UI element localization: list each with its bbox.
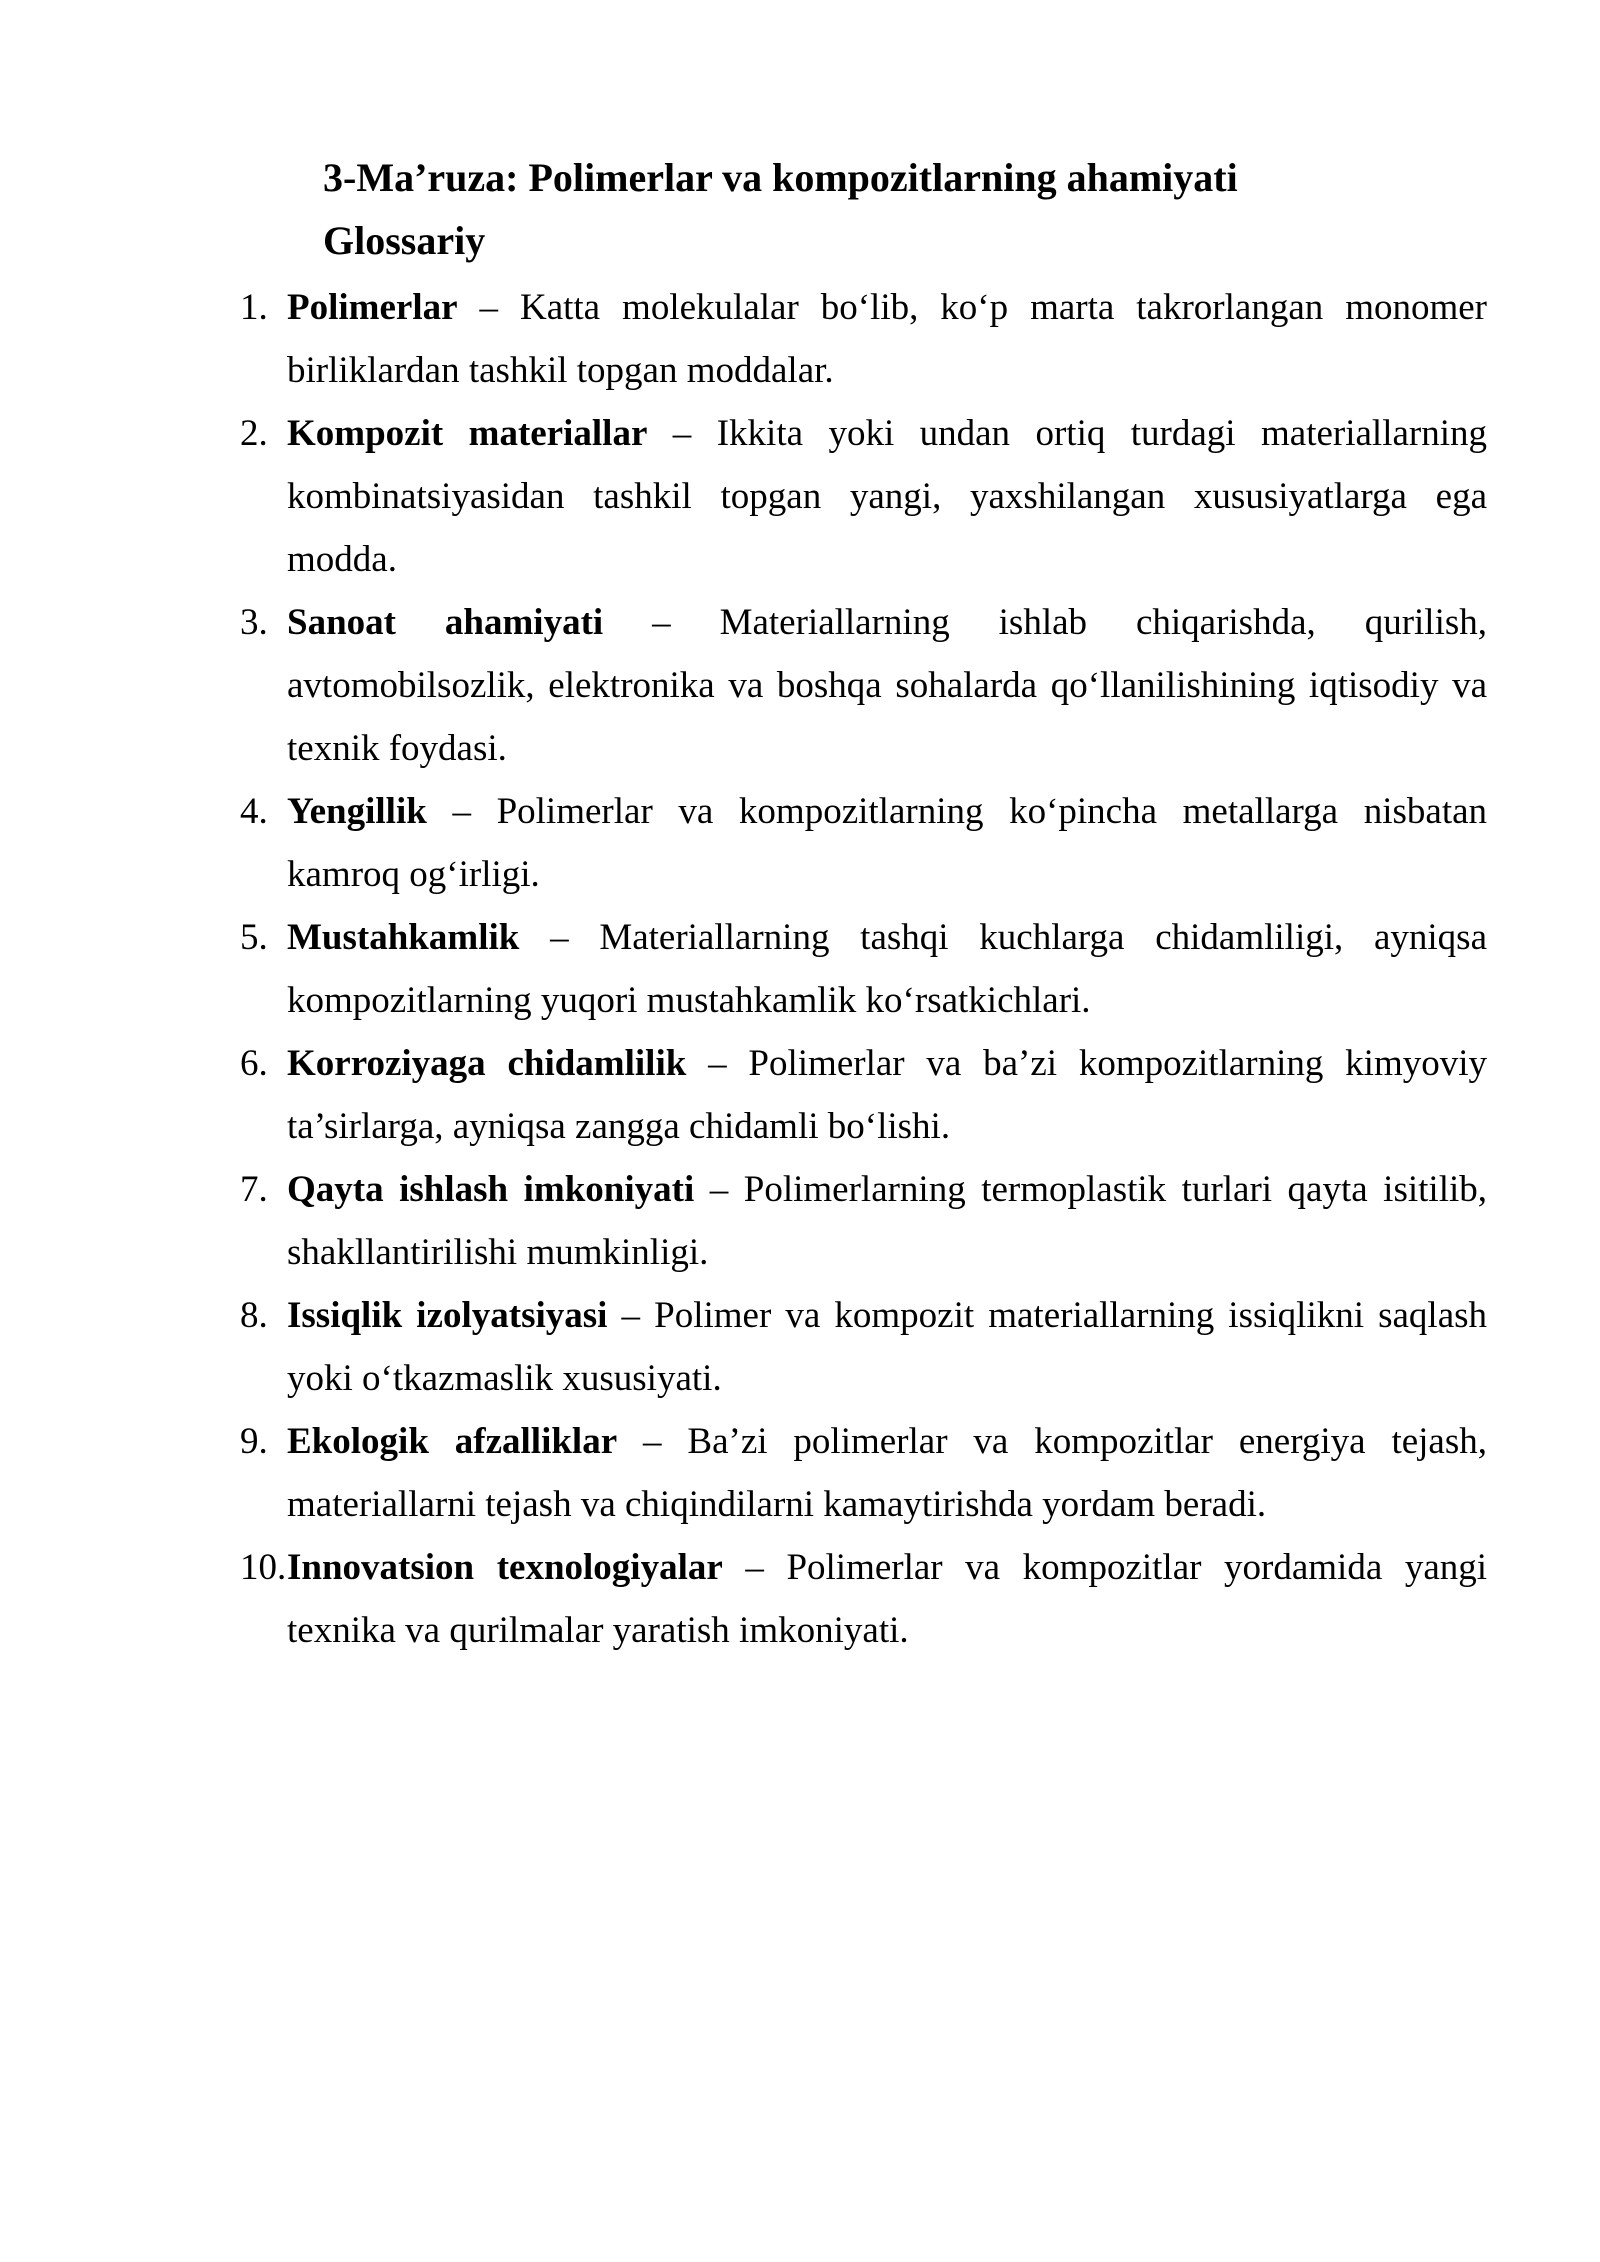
glossary-item xyxy=(240,906,1487,1032)
item-separator: – xyxy=(550,917,569,958)
item-term: Ekologik afzalliklar xyxy=(287,1421,618,1462)
glossary-item xyxy=(240,402,1487,591)
glossary-item xyxy=(240,1158,1487,1284)
item-definition: Ikkita yoki undan ortiq turdagi materiallarning kombinatsiyasidan tashkil topgan yangi, yaxshilangan xususiyatlarga ega modda. xyxy=(287,413,1488,580)
glossary-list xyxy=(240,276,1487,1662)
item-separator: – xyxy=(452,791,471,832)
item-separator: – xyxy=(643,1421,662,1462)
item-number: 7. xyxy=(240,1169,268,1210)
item-term: Mustahkamlik xyxy=(287,917,520,958)
item-separator: – xyxy=(745,1547,764,1588)
item-definition: Ba’zi polimerlar va kompozitlar energiya tejash, materiallarni tejash va chiqindilarni kamaytirishda yordam beradi. xyxy=(287,1421,1488,1525)
glossary-item xyxy=(240,780,1487,906)
item-definition: Polimerlarning termoplastik turlari qayta isitilib, shakllantirilishi mumkinligi. xyxy=(287,1169,1488,1273)
item-term: Polimerlar xyxy=(287,287,458,328)
item-term: Innovatsion texnologiyalar xyxy=(287,1547,723,1588)
item-term: Kompozit materiallar xyxy=(287,413,648,454)
item-separator: – xyxy=(621,1295,641,1336)
item-definition: Materiallarning ishlab chiqarishda, qurilish, avtomobilsozlik, elektronika va boshqa sohalarda qoʻllanilishining iqtisodiy va texnik foydasi. xyxy=(287,602,1487,769)
glossary-item xyxy=(240,1410,1487,1536)
item-number: 8. xyxy=(240,1295,268,1336)
glossary-item xyxy=(240,591,1487,780)
item-definition: Katta molekulalar boʻlib, koʻp marta takrorlangan monomer birliklardan tashkil topgan moddalar. xyxy=(287,287,1488,391)
item-definition: Polimerlar va ba’zi kompozitlarning kimyoviy ta’sirlarga, ayniqsa zangga chidamli boʻlishi. xyxy=(287,1043,1488,1147)
item-number: 9. xyxy=(240,1421,268,1462)
item-number: 3. xyxy=(240,602,268,643)
item-term: Issiqlik izolyatsiyasi xyxy=(287,1295,608,1336)
item-definition: Polimer va kompozit materiallarning issiqlikni saqlash yoki oʻtkazmaslik xususiyati. xyxy=(287,1295,1488,1399)
item-term: Sanoat ahamiyati xyxy=(287,602,604,643)
item-number: 1. xyxy=(240,287,268,328)
item-separator: – xyxy=(479,287,498,328)
item-term: Korroziyaga chidamlilik xyxy=(287,1043,687,1084)
item-definition: Polimerlar va kompozitlarning koʻpincha metallarga nisbatan kamroq ogʻirligi. xyxy=(287,791,1488,895)
item-number: 5. xyxy=(240,917,268,958)
document-title: 3-Ma’ruza: Polimerlar va kompozitlarning ahamiyati xyxy=(323,155,1238,200)
glossary-item xyxy=(240,1284,1487,1410)
item-term: Yengillik xyxy=(287,791,427,832)
item-separator: – xyxy=(708,1043,727,1084)
item-definition: Polimerlar va kompozitlar yordamida yangi texnika va qurilmalar yaratish imkoniyati. xyxy=(287,1547,1488,1651)
item-term: Qayta ishlash imkoniyati xyxy=(287,1169,695,1210)
item-separator: – xyxy=(672,413,692,454)
glossary-item xyxy=(240,276,1487,402)
glossary-item xyxy=(240,1536,1487,1662)
document-subtitle: Glossariy xyxy=(323,218,486,263)
item-number: 2. xyxy=(240,413,268,454)
item-separator: – xyxy=(652,602,671,643)
glossary-item xyxy=(240,1032,1487,1158)
item-separator: – xyxy=(709,1169,729,1210)
item-number: 6. xyxy=(240,1043,268,1084)
item-number: 10. xyxy=(240,1547,287,1588)
item-number: 4. xyxy=(240,791,268,832)
item-definition: Materiallarning tashqi kuchlarga chidamliligi, ayniqsa kompozitlarning yuqori mustahkamlik koʻrsatkichlari. xyxy=(287,917,1488,1021)
